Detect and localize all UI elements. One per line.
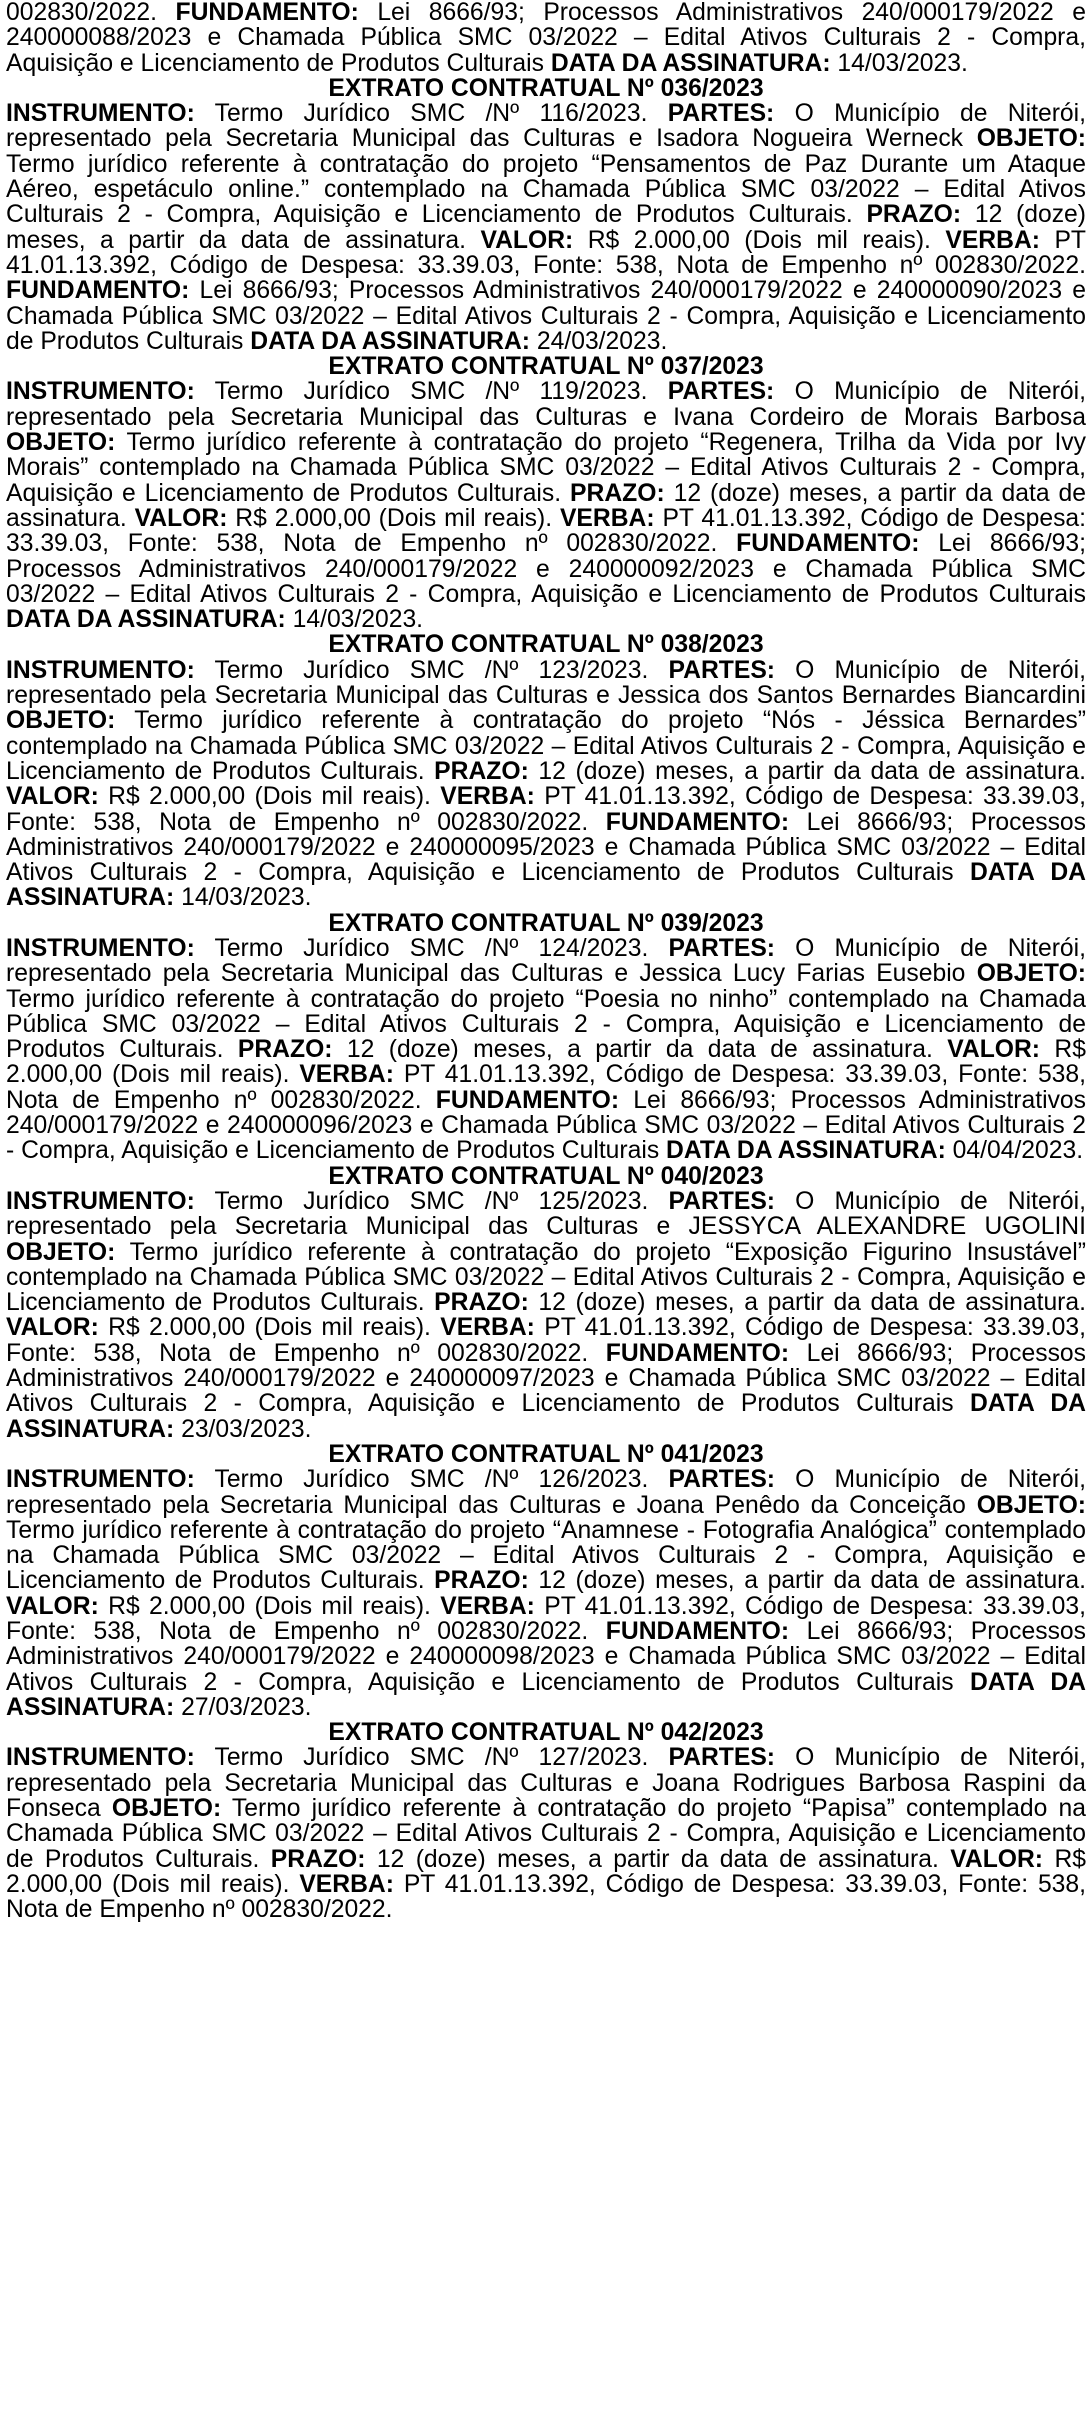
field-label: DATA DA ASSINATURA:	[666, 1137, 946, 1165]
field-text: 14/03/2023.	[174, 884, 312, 912]
field-label: DATA DA ASSINATURA:	[6, 606, 286, 634]
field-text: Termo Jurídico SMC /Nº 125/2023.	[194, 1187, 669, 1215]
field-text: 12 (doze) meses, a partir da data de assinatura.	[6, 479, 1086, 532]
extrato-paragraph	[6, 658, 1086, 911]
field-text: Lei 8666/93; Processos Administrativos 240/000179/2022 e 240000096/2023 e Chamada Pública SMC 03/2022 – Edital Ativos Culturais 2 - Compra, Aquisição e Licenciamento de Produtos Culturais	[6, 1086, 1086, 1165]
field-text: O Município de Niterói, representado pela Secretaria Municipal das Culturas e Ivana Cordeiro de Morais Barbosa	[6, 378, 1086, 431]
field-label: PARTES:	[668, 934, 776, 962]
field-text: Termo jurídico referente à contratação do projeto “Anamnese - Fotografia Analógica” contemplado na Chamada Pública SMC 03/2022 – Edital Ativos Culturais 2 - Compra, Aquisição e Licenciamento de Produtos Culturais.	[6, 1516, 1086, 1595]
extrato-heading: EXTRATO CONTRATUAL Nº 042/2023	[328, 1719, 764, 1747]
field-label: INSTRUMENTO:	[6, 1744, 195, 1772]
field-text: O Município de Niterói, representado pela Secretaria Municipal das Culturas e Jessica Lucy Farias Eusebio	[6, 934, 1086, 988]
field-label: FUNDAMENTO:	[175, 0, 359, 26]
field-label: PRAZO:	[434, 757, 529, 785]
field-text: Termo jurídico referente à contratação do projeto “Pensamentos de Paz Durante um Ataque Aéreo, espetáculo online.” contemplado na Chamada Pública SMC 03/2022 – Edital Ativos Culturais 2 - Compra, Aquisição e Licenciamento de Produtos Culturais.	[6, 150, 1086, 229]
field-text: Termo Jurídico SMC /Nº 119/2023.	[194, 378, 668, 406]
field-label: DATA DA ASSINATURA:	[6, 1668, 1086, 1721]
field-text: Termo jurídico referente à contratação do projeto “Poesia no ninho” contemplado na Chamada Pública SMC 03/2022 – Edital Ativos Culturais 2 - Compra, Aquisição e Licenciamento de Produtos Culturais.	[6, 985, 1086, 1064]
field-text: 12 (doze) meses, a partir da data de assinatura.	[365, 1845, 951, 1873]
field-label: VALOR:	[6, 1314, 99, 1342]
field-label: DATA DA ASSINATURA:	[6, 859, 1086, 912]
field-label: FUNDAMENTO:	[605, 1618, 790, 1645]
field-label: VERBA:	[299, 1061, 394, 1089]
field-label: PARTES:	[667, 100, 775, 128]
field-label: INSTRUMENTO:	[6, 378, 195, 406]
field-text: Termo Jurídico SMC /Nº 116/2023.	[194, 100, 668, 128]
field-text: Lei 8666/93; Processos Administrativos 240/000179/2022 e 240000090/2023 e Chamada Pública SMC 03/2022 – Edital Ativos Culturais 2 - Compra, Aquisição e Licenciamento de Produtos Culturais	[6, 277, 1086, 355]
field-text: 24/03/2023.	[530, 327, 668, 355]
field-label: VALOR:	[480, 226, 574, 254]
field-text: R$ 2.000,00 (Dois mil reais).	[227, 504, 560, 532]
field-label: VERBA:	[440, 1592, 535, 1620]
field-label: VERBA:	[299, 1870, 394, 1898]
field-label: FUNDAMENTO:	[605, 808, 790, 836]
field-text: PT 41.01.13.392, Código de Despesa: 33.39.03, Fonte: 538, Nota de Empenho nº 002830/2022.	[6, 1061, 1086, 1114]
field-label: VALOR:	[134, 504, 228, 532]
field-label: INSTRUMENTO:	[6, 1466, 195, 1494]
field-text: PT 41.01.13.392, Código de Despesa: 33.39.03, Fonte: 538, Nota de Empenho nº 002830/2022.	[6, 504, 1086, 558]
field-text: 12 (doze) meses, a partir da data de assinatura.	[332, 1036, 948, 1064]
field-label: PRAZO:	[434, 1289, 529, 1317]
field-label: VERBA:	[559, 504, 655, 532]
field-label: INSTRUMENTO:	[6, 656, 195, 684]
field-text: Lei 8666/93; Processos Administrativos 240/000179/2022 e 240000092/2023 e Chamada Pública SMC 03/2022 – Edital Ativos Culturais 2 - Compra, Aquisição e Licenciamento de Produtos Culturais	[6, 530, 1086, 608]
field-label: FUNDAMENTO:	[6, 277, 190, 305]
field-text: PT 41.01.13.392, Código de Despesa: 33.39.03, Fonte: 538, Nota de Empenho nº 002830/2022.	[6, 1314, 1086, 1367]
field-label: INSTRUMENTO:	[6, 934, 195, 962]
field-text: 04/04/2023.	[945, 1137, 1084, 1165]
field-label: VERBA:	[440, 1314, 535, 1342]
field-text: 12 (doze) meses, a partir da data de assinatura.	[6, 201, 1087, 254]
field-text: Termo Jurídico SMC /Nº 126/2023.	[194, 1466, 669, 1494]
field-label: VERBA:	[945, 226, 1040, 254]
field-text: Lei 8666/93; Processos Administrativos 240/000179/2022 e 240000098/2023 e Chamada Pública SMC 03/2022 – Edital Ativos Culturais 2 - Compra, Aquisição e Licenciamento de Produtos Culturais	[6, 1618, 1086, 1696]
field-text: Termo Jurídico SMC /Nº 123/2023.	[194, 656, 669, 684]
extrato-heading: EXTRATO CONTRATUAL Nº 040/2023	[328, 1162, 764, 1190]
field-text: 12 (doze) meses, a partir da data de assinatura.	[528, 1289, 1086, 1317]
field-label: OBJETO:	[6, 1238, 116, 1266]
field-text: Termo Jurídico SMC /Nº 124/2023.	[194, 934, 669, 962]
extrato-paragraph	[6, 1745, 1086, 1922]
field-label: FUNDAMENTO:	[605, 1339, 790, 1367]
field-label: VALOR:	[947, 1036, 1041, 1064]
field-label: PRAZO:	[866, 201, 962, 229]
field-text: 14/03/2023.	[285, 606, 424, 634]
extrato-paragraph	[6, 101, 1086, 354]
field-text: Termo jurídico referente à contratação do projeto “Exposição Figurino Insustável” contemplado na Chamada Pública SMC 03/2022 – Edital Ativos Culturais 2 - Compra, Aquisição e Licenciamento de Produtos Culturais.	[6, 1238, 1086, 1317]
field-label: PRAZO:	[270, 1845, 366, 1873]
field-label: PARTES:	[668, 1744, 776, 1772]
field-text: 27/03/2023.	[174, 1693, 312, 1721]
extrato-heading: EXTRATO CONTRATUAL Nº 039/2023	[328, 909, 764, 937]
field-text: O Município de Niterói, representado pela Secretaria Municipal das Culturas e Joana Rodrigues Barbosa Raspini da Fonseca	[6, 1744, 1086, 1823]
field-text: R$ 2.000,00 (Dois mil reais).	[98, 1314, 441, 1342]
field-text: Termo jurídico referente à contratação do projeto “Regenera, Trilha da Vida por Ivy Morais” contemplado na Chamada Pública SMC 03/2022 – Edital Ativos Culturais 2 - Compra, Aquisição e Licenciamento de Produtos Culturais.	[6, 429, 1086, 507]
field-label: PRAZO:	[570, 479, 665, 507]
field-text: R$ 2.000,00 (Dois mil reais).	[98, 783, 441, 811]
field-text: PT 41.01.13.392, Código de Despesa: 33.39.03, Fonte: 538, Nota de Empenho nº 002830/2022.	[6, 226, 1086, 279]
field-label: DATA DA ASSINATURA:	[6, 1390, 1086, 1443]
field-label: FUNDAMENTO:	[435, 1086, 620, 1114]
field-label: VERBA:	[440, 783, 535, 811]
field-text: O Município de Niterói, representado pela Secretaria Municipal das Culturas e Isadora Nogueira Werneck	[6, 100, 1086, 153]
field-text: Termo jurídico referente à contratação do projeto “Papisa” contemplado na Chamada Pública SMC 03/2022 – Edital Ativos Culturais 2 - Compra, Aquisição e Licenciamento de Produtos Culturais.	[6, 1795, 1086, 1873]
extrato-heading: EXTRATO CONTRATUAL Nº 036/2023	[328, 74, 764, 102]
field-text: 12 (doze) meses, a partir da data de assinatura.	[528, 1567, 1086, 1595]
field-text: R$ 2.000,00 (Dois mil reais).	[98, 1592, 441, 1620]
field-label: INSTRUMENTO:	[6, 100, 195, 128]
field-label: DATA DA ASSINATURA:	[550, 49, 831, 77]
field-text: PT 41.01.13.392, Código de Despesa: 33.39.03, Fonte: 538, Nota de Empenho nº 002830/2022.	[6, 783, 1086, 836]
field-text: Termo jurídico referente à contratação do projeto “Nós - Jéssica Bernardes” contemplado na Chamada Pública SMC 03/2022 – Edital Ativos Culturais 2 - Compra, Aquisição e Licenciamento de Produtos Culturais.	[6, 707, 1086, 785]
extrato-paragraph	[6, 1189, 1086, 1442]
field-text: O Município de Niterói, representado pela Secretaria Municipal das Culturas e Joana Penêdo da Conceição	[6, 1466, 1086, 1519]
field-text: Lei 8666/93; Processos Administrativos 240/000179/2022 e 240000088/2023 e Chamada Pública SMC 03/2022 – Edital Ativos Culturais 2 - Compra, Aquisição e Licenciamento de Produtos Culturais	[6, 0, 1086, 77]
field-label: OBJETO:	[6, 707, 116, 735]
field-label: OBJETO:	[976, 125, 1086, 153]
field-label: VALOR:	[950, 1845, 1044, 1873]
field-label: PRAZO:	[434, 1567, 529, 1595]
field-label: PRAZO:	[237, 1036, 333, 1064]
field-label: VALOR:	[6, 783, 99, 811]
field-label: OBJETO:	[976, 960, 1086, 988]
field-label: PARTES:	[667, 378, 775, 406]
field-label: DATA DA ASSINATURA:	[250, 327, 531, 355]
field-label: FUNDAMENTO:	[736, 530, 920, 558]
field-text: Lei 8666/93; Processos Administrativos 240/000179/2022 e 240000097/2023 e Chamada Pública SMC 03/2022 – Edital Ativos Culturais 2 - Compra, Aquisição e Licenciamento de Produtos Culturais	[6, 1339, 1086, 1418]
field-label: OBJETO:	[111, 1795, 222, 1823]
field-label: VALOR:	[6, 1592, 99, 1620]
extrato-heading: EXTRATO CONTRATUAL Nº 038/2023	[328, 631, 764, 659]
field-text: PT 41.01.13.392, Código de Despesa: 33.39.03, Fonte: 538, Nota de Empenho nº 002830/2022.	[6, 1592, 1086, 1645]
field-text: R$ 2.000,00 (Dois mil reais).	[573, 226, 946, 254]
field-label: PARTES:	[668, 656, 776, 684]
field-label: INSTRUMENTO:	[6, 1187, 195, 1215]
field-text: 23/03/2023.	[174, 1415, 312, 1443]
extrato-paragraph	[6, 1467, 1086, 1720]
extrato-heading: EXTRATO CONTRATUAL Nº 041/2023	[328, 1440, 764, 1468]
field-label: PARTES:	[668, 1466, 776, 1494]
field-text: Termo Jurídico SMC /Nº 127/2023.	[194, 1744, 669, 1772]
field-label: OBJETO:	[976, 1491, 1086, 1519]
field-text: 14/03/2023.	[830, 49, 968, 77]
field-text: R$ 2.000,00 (Dois mil reais).	[6, 1845, 1086, 1898]
extrato-paragraph	[6, 0, 1086, 76]
field-text: 12 (doze) meses, a partir da data de assinatura.	[528, 757, 1086, 785]
field-label: PARTES:	[668, 1187, 776, 1215]
field-text: PT 41.01.13.392, Código de Despesa: 33.39.03, Fonte: 538, Nota de Empenho nº 002830/2022.	[6, 1870, 1086, 1924]
field-text: Lei 8666/93; Processos Administrativos 240/000179/2022 e 240000095/2023 e Chamada Pública SMC 03/2022 – Edital Ativos Culturais 2 - Compra, Aquisição e Licenciamento de Produtos Culturais	[6, 808, 1086, 887]
extrato-paragraph	[6, 379, 1086, 632]
extrato-heading: EXTRATO CONTRATUAL Nº 037/2023	[328, 353, 764, 381]
extrato-paragraph	[6, 936, 1086, 1164]
field-text: 002830/2022.	[6, 0, 176, 26]
field-text: O Município de Niterói, representado pela Secretaria Municipal das Culturas e Jessica dos Santos Bernardes Biancardini	[6, 656, 1086, 710]
field-label: OBJETO:	[6, 429, 116, 457]
field-text: O Município de Niterói, representado pela Secretaria Municipal das Culturas e JESSYCA ALEXANDRE UGOLINI	[6, 1187, 1086, 1241]
field-text: R$ 2.000,00 (Dois mil reais).	[6, 1036, 1086, 1089]
